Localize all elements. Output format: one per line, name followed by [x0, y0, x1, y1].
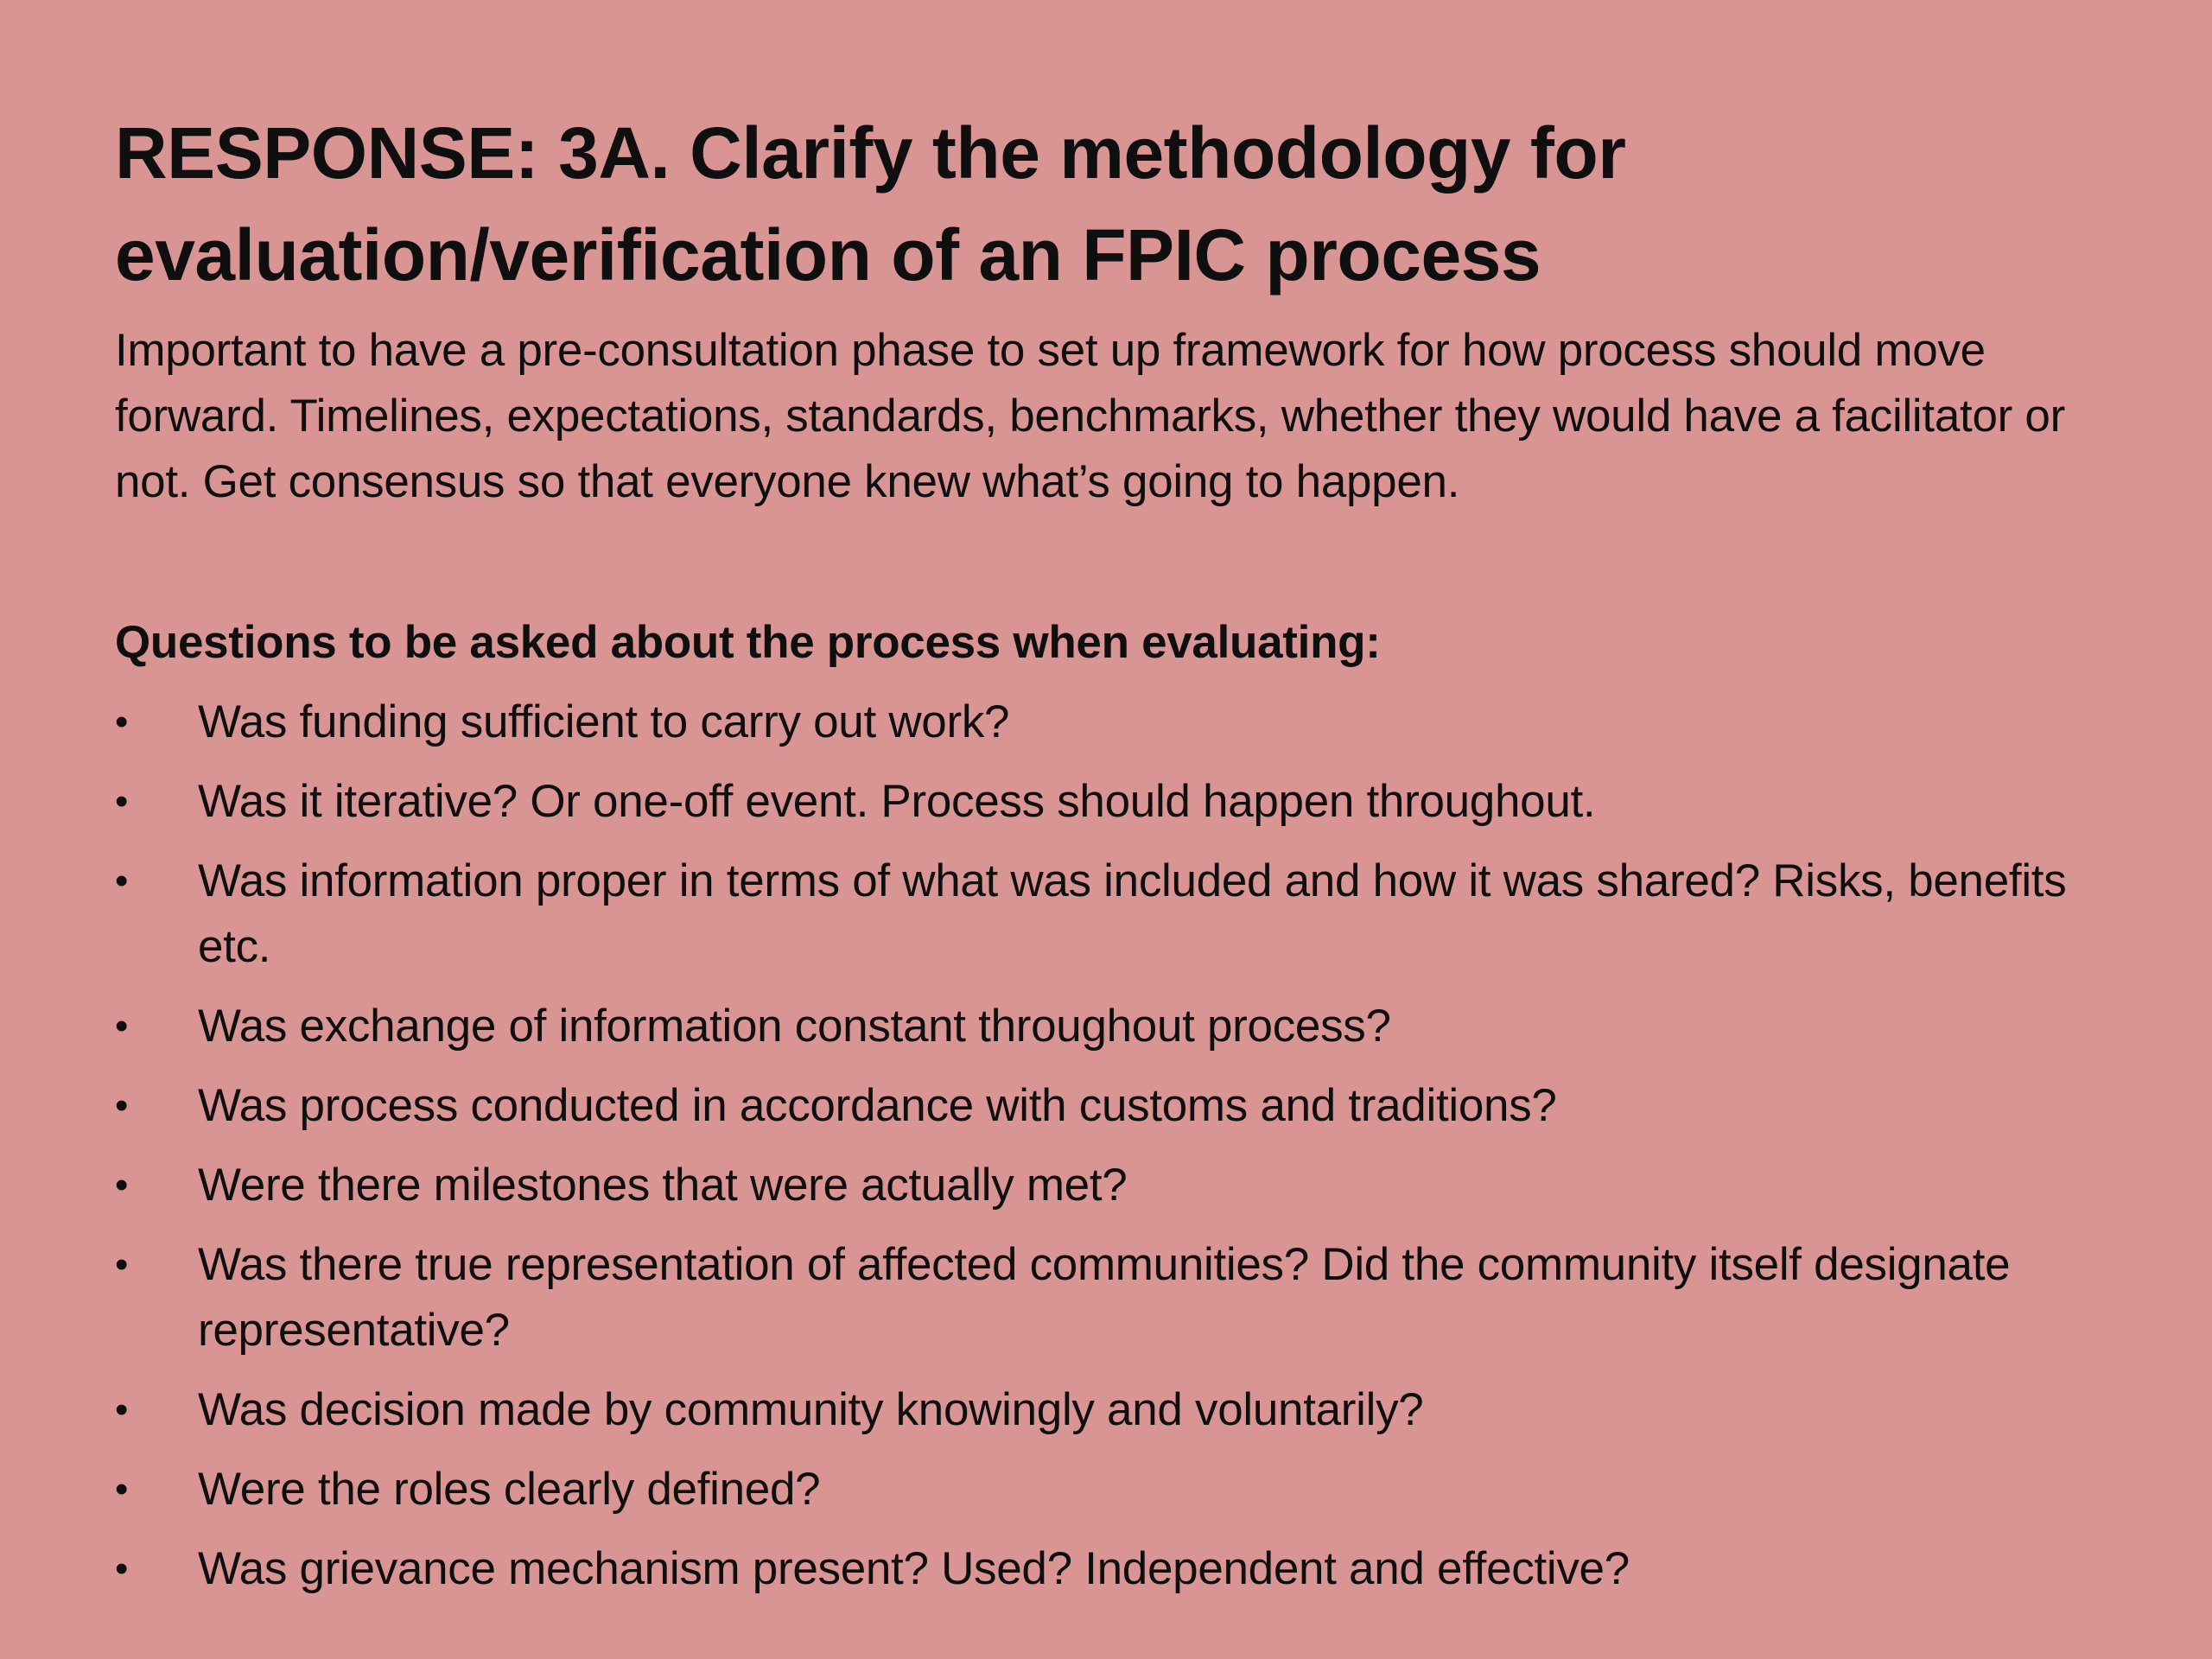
- question-item: [115, 1153, 2102, 1218]
- bullet-icon: •: [115, 1389, 129, 1431]
- question-text: Was grievance mechanism present? Used? Independent and effective?: [198, 1543, 1630, 1594]
- question-text: Was exchange of information constant throughout process?: [198, 1001, 1391, 1052]
- bullet-icon: •: [115, 1468, 129, 1510]
- question-item: [115, 994, 2102, 1059]
- question-item: [115, 849, 2102, 980]
- question-text: Was there true representation of affected communities? Did the community itself designate representative?: [198, 1239, 2011, 1356]
- question-item: [115, 690, 2102, 755]
- bullet-icon: •: [115, 1084, 129, 1127]
- question-text: Was process conducted in accordance with customs and traditions?: [198, 1080, 1557, 1131]
- question-text: Was it iterative? Or one-off event. Process should happen throughout.: [198, 776, 1596, 827]
- question-list: [115, 690, 2102, 1616]
- question-text: Was decision made by community knowingly and voluntarily?: [198, 1384, 1424, 1435]
- question-text: Were the roles clearly defined?: [198, 1464, 821, 1515]
- bullet-icon: •: [115, 1243, 129, 1286]
- questions-heading: Questions to be asked about the process when evaluating:: [115, 617, 1381, 668]
- question-item: [115, 1457, 2102, 1522]
- bullet-icon: •: [115, 860, 129, 902]
- intro-paragraph: Important to have a pre-consultation phase to set up framework for how process should move forward. Timelines, expectations, standards, benchmarks, whether they would have a facilitator or not. Get consensus so that everyone knew what’s going to happen.: [115, 325, 2065, 507]
- question-item: [115, 769, 2102, 835]
- question-item: [115, 1232, 2102, 1363]
- bullet-icon: •: [115, 780, 129, 823]
- question-item: [115, 1536, 2102, 1602]
- question-item: [115, 1377, 2102, 1443]
- question-text: Was information proper in terms of what was included and how it was shared? Risks, benefits etc.: [198, 855, 2067, 972]
- bullet-icon: •: [115, 701, 129, 743]
- bullet-icon: •: [115, 1548, 129, 1590]
- bullet-icon: •: [115, 1005, 129, 1047]
- bullet-icon: •: [115, 1164, 129, 1206]
- question-text: Was funding sufficient to carry out work?: [198, 696, 1010, 747]
- slide-title: RESPONSE: 3A. Clarify the methodology for evaluation/verification of an FPIC process: [115, 112, 1626, 296]
- question-item: [115, 1073, 2102, 1139]
- question-text: Were there milestones that were actually met?: [198, 1160, 1128, 1211]
